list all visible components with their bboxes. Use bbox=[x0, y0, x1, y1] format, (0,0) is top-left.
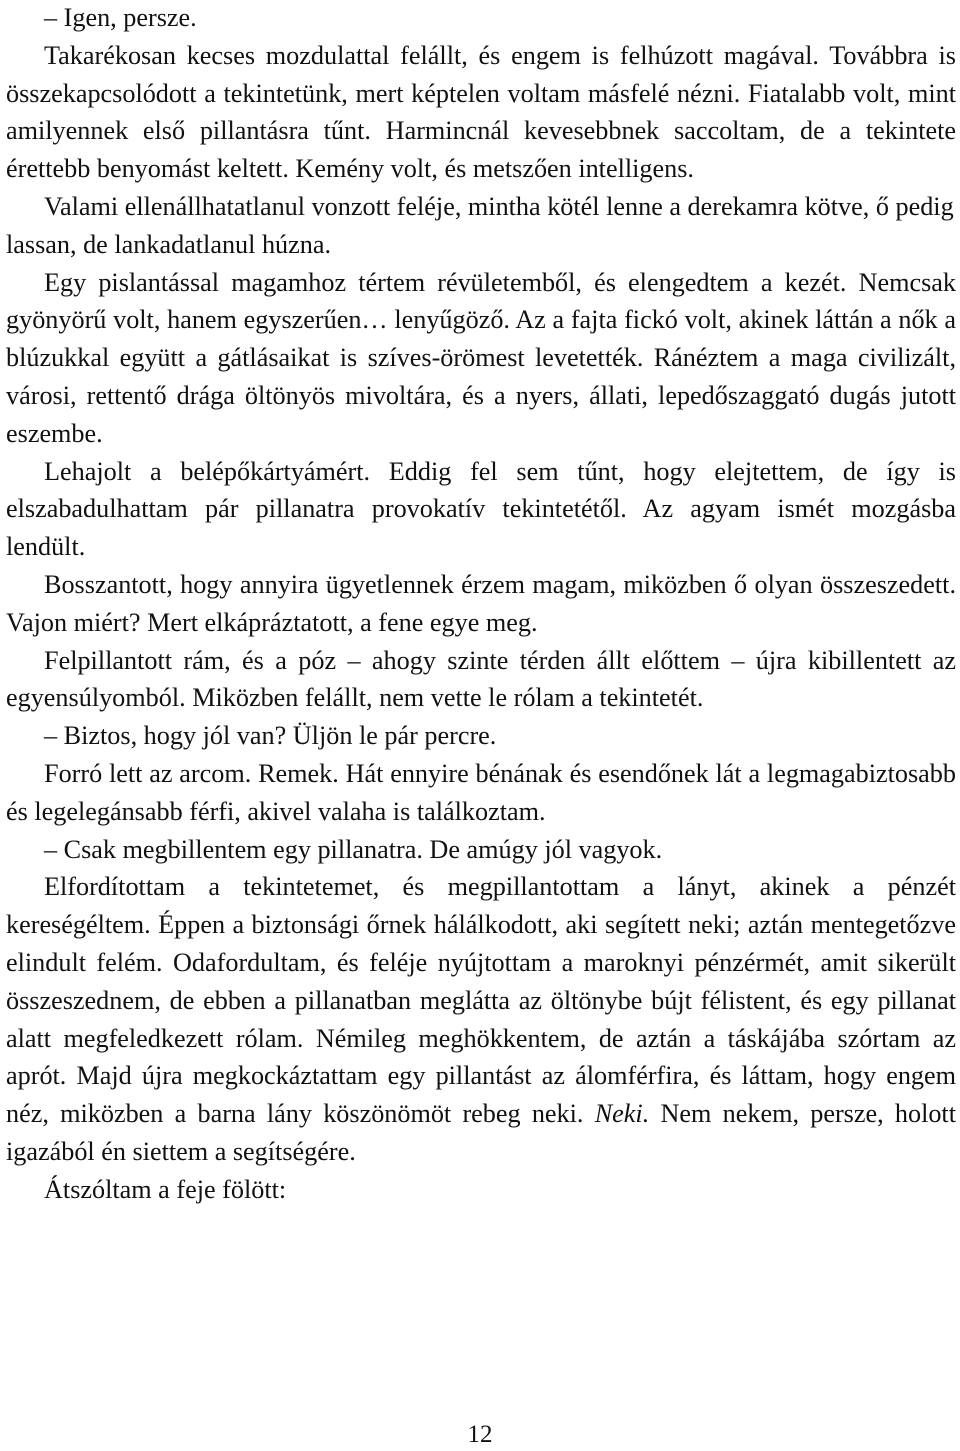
paragraph bbox=[6, 642, 956, 718]
paragraph-text: – Biztos, hogy jól van? Üljön le pár percre. bbox=[44, 721, 497, 751]
paragraph bbox=[6, 188, 956, 264]
paragraph-text: Lehajolt a belépőkártyámért. Eddig fel sem tűnt, hogy elejtettem, de így is elszabadulhattam pár pillanatra provokatív tekintetétől. Az agyam ismét mozgásba lendült. bbox=[6, 456, 956, 562]
paragraph bbox=[6, 453, 956, 566]
paragraph-text: Átszóltam a feje fölött: bbox=[44, 1174, 287, 1204]
paragraph-text: Forró lett az arcom. Remek. Hát ennyire bénának és esendőnek lát a legmagabiztosabb és legelegánsabb férfi, akivel valaha is találkoztam. bbox=[6, 758, 956, 826]
paragraph-text: Nem nekem, persze, holott igazából én siettem a segítségére. bbox=[6, 1099, 956, 1166]
italic-text: Neki. bbox=[594, 1099, 650, 1129]
paragraph-text: – Igen, persze. bbox=[44, 3, 197, 32]
paragraph bbox=[6, 868, 956, 1170]
paragraph bbox=[6, 717, 956, 755]
paragraph bbox=[6, 264, 956, 453]
paragraph bbox=[6, 37, 956, 188]
paragraph-text: Felpillantott rám, és a póz – ahogy szinte térden állt előttem – újra kibillentett az egyensúlyomból. Miközben felállt, nem vette le rólam a tekintetét. bbox=[6, 645, 956, 713]
paragraph-text: – Csak megbillentem egy pillanatra. De amúgy jól vagyok. bbox=[44, 834, 663, 864]
paragraph-text: Elfordítottam a tekintetemet, és megpillantottam a lányt, akinek a pénzét kereségéltem. Éppen a biztonsági őrnek hálálkodott, aki segített neki; aztán mentegetőzve elindult felém. Odafordultam, és feléje nyújtottam a maroknyi pénzérmét, amit sikerült összeszednem, de ebben a pillanatban meglátta az öltönybe bújt félistent, és egy pillanat alatt megfeledkezett rólam. Némileg meghökkentem, de aztán a táskájába szórtam az aprót. Majd újra megkockáztattam egy pillantást az álomférfira, és láttam, hogy engem néz, miközben a barna lány köszönömöt rebeg neki. bbox=[6, 872, 956, 1129]
paragraph-text: Egy pislantással magamhoz tértem révületemből, és elengedtem a kezét. Nemcsak gyönyörű volt, hanem egyszerűen… lenyűgöző. Az a fajta fickó volt, akinek láttán a nők a blúzukkal együtt a gátlásaikat is szíves-örömest levetették. Ránéztem a maga civilizált, városi, rettentő drága öltönyös mivoltára, és a nyers, állati, lepedőszaggató dugás jutott eszembe. bbox=[6, 267, 956, 448]
paragraph bbox=[6, 755, 956, 831]
text-body bbox=[6, 0, 956, 1209]
paragraph bbox=[6, 0, 956, 37]
paragraph bbox=[6, 831, 956, 869]
paragraph bbox=[6, 566, 956, 642]
paragraph-text: Takarékosan kecses mozdulattal felállt, és engem is felhúzott magával. Továbbra is összekapcsolódott a tekintetünk, mert képtelen voltam másfelé nézni. Fiatalabb volt, mint amilyennek első pillantásra tűnt. Harmincnál kevesebbnek saccoltam, de a tekintete érettebb benyomást keltett. Kemény volt, és metszően intelligens. bbox=[6, 40, 956, 184]
paragraph-text: Valami ellenállhatatlanul vonzott feléje, mintha kötél lenne a derekamra kötve, ő pedig lassan, de lankadatlanul húzna. bbox=[6, 191, 954, 259]
paragraph-text: Bosszantott, hogy annyira ügyetlennek érzem magam, miközben ő olyan összeszedett. Vajon miért? Mert elkápráztatott, a fene egye meg. bbox=[6, 569, 956, 637]
paragraph bbox=[6, 1171, 956, 1209]
page-number: 12 bbox=[467, 1421, 493, 1448]
book-page bbox=[6, 0, 956, 1209]
